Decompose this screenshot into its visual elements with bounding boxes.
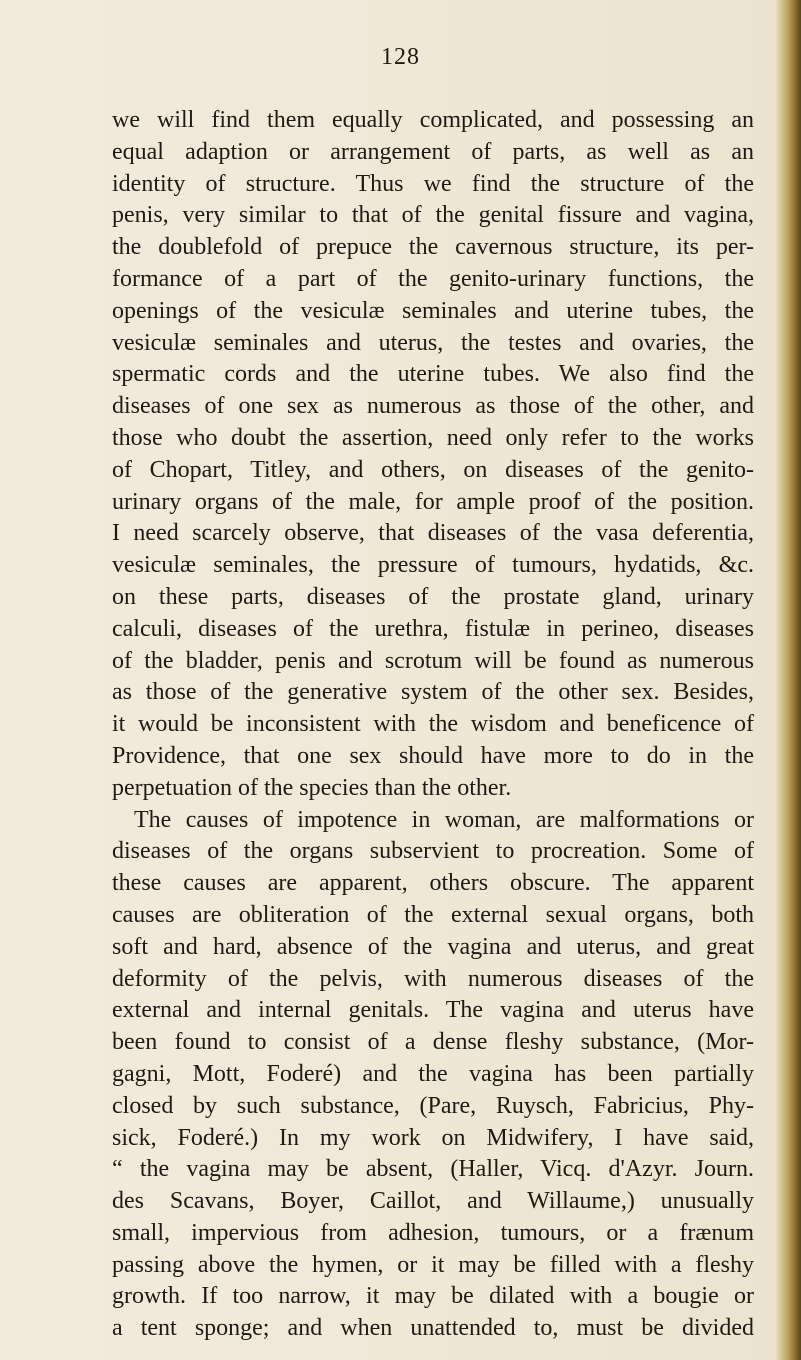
text-line: des Scavans, Boyer, Caillot, and Willaume,) unusually xyxy=(112,1188,754,1215)
text-line: been found to consist of a dense fleshy substance, (Mor- xyxy=(112,1029,754,1056)
text-line: we will find them equally complicated, and possessing an xyxy=(112,107,754,133)
text-line: gagni, Mott, Foderé) and the vagina has been partially xyxy=(112,1060,754,1087)
page-number: 128 xyxy=(381,44,420,70)
text-line: small, impervious from adhesion, tumours, or a frænum xyxy=(112,1219,754,1246)
text-line: identity of structure. Thus we find the structure of the xyxy=(112,170,754,197)
text-line: equal adaption or arrangement of parts, as well as an xyxy=(112,138,754,165)
text-line: external and internal genitals. The vagina and uterus have xyxy=(112,997,754,1024)
text-line: openings of the vesiculæ seminales and uterine tubes, the xyxy=(112,297,754,324)
text-line: causes are obliteration of the external sexual organs, both xyxy=(112,901,754,928)
text-line: it would be inconsistent with the wisdom and beneficence of xyxy=(112,711,754,738)
text-line: passing above the hymen, or it may be filled with a fleshy xyxy=(112,1251,754,1278)
text-line: diseases of the organs subservient to procreation. Some of xyxy=(112,838,754,865)
text-line: vesiculæ seminales and uterus, the testes and ovaries, the xyxy=(112,329,754,356)
text-line: spermatic cords and the uterine tubes. We also find the xyxy=(112,361,754,388)
text-line: those who doubt the assertion, need only refer to the works xyxy=(112,424,754,451)
text-line: a tent sponge; and when unattended to, must be divided xyxy=(112,1315,754,1342)
text-line: of the bladder, penis and scrotum will be found as numerous xyxy=(112,647,754,674)
book-spine-edge xyxy=(781,0,801,1360)
text-line: The causes of impotence in woman, are malformations or xyxy=(134,806,754,833)
text-line: calculi, diseases of the urethra, fistulæ in perineo, diseases xyxy=(112,615,754,642)
text-line: perpetuation of the species than the other. xyxy=(112,774,512,801)
text-line: closed by such substance, (Pare, Ruysch, Fabricius, Phy- xyxy=(112,1092,754,1119)
text-line: diseases of one sex as numerous as those of the other, and xyxy=(112,393,754,420)
text-line: on these parts, diseases of the prostate gland, urinary xyxy=(112,583,754,610)
text-line: formance of a part of the genito-urinary functions, the xyxy=(112,265,754,292)
text-line: the doublefold of prepuce the cavernous structure, its per- xyxy=(112,234,754,261)
text-line: of Chopart, Titley, and others, on diseases of the genito- xyxy=(112,456,754,483)
text-line: these causes are apparent, others obscure. The apparent xyxy=(112,870,754,897)
text-line: soft and hard, absence of the vagina and uterus, and great xyxy=(112,933,754,960)
text-line: I need scarcely observe, that diseases of the vasa deferentia, xyxy=(112,520,754,547)
body-text xyxy=(112,105,754,1345)
text-line: as those of the generative system of the other sex. Besides, xyxy=(112,679,754,706)
text-line: deformity of the pelvis, with numerous diseases of the xyxy=(112,965,754,992)
text-line: “ the vagina may be absent, (Haller, Vicq. d'Azyr. Journ. xyxy=(112,1156,754,1183)
text-line: vesiculæ seminales, the pressure of tumours, hydatids, &c. xyxy=(112,552,754,579)
text-line: Providence, that one sex should have more to do in the xyxy=(112,742,754,769)
text-line: penis, very similar to that of the genital fissure and vagina, xyxy=(112,202,754,229)
text-line: urinary organs of the male, for ample proof of the position. xyxy=(112,488,754,515)
text-line: sick, Foderé.) In my work on Midwifery, I have said, xyxy=(112,1124,754,1151)
text-line: growth. If too narrow, it may be dilated with a bougie or xyxy=(112,1283,754,1310)
